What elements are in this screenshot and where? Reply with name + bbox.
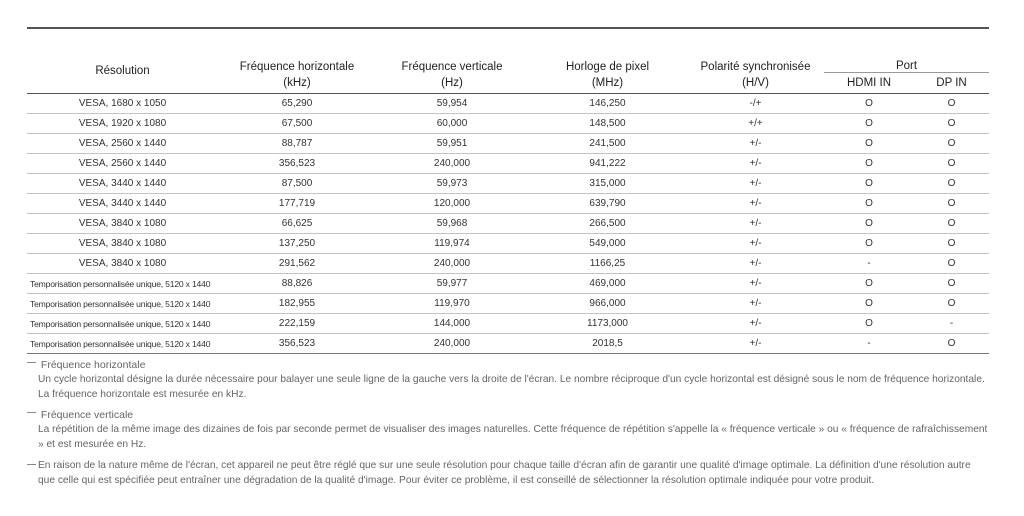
dp-cell: O [914, 274, 989, 294]
pixel-clock-cell: 266,500 [528, 214, 687, 234]
dp-cell: O [914, 174, 989, 194]
resolution-cell: VESA, 3440 x 1440 [27, 174, 218, 194]
pixel-clock-cell: 148,500 [528, 114, 687, 134]
sync-polarity-unit: (H/V) [687, 73, 824, 94]
v-freq-cell: 120,000 [376, 194, 528, 214]
note-body: En raison de la nature même de l'écran, cet appareil ne peut être réglé que sur une seule résolution pour chaque taille d'écran afin de garantir une qualité d'image optimale. La définition d'une résolution autre que celle qui est spécifiée peut entraîner une dégradation de la qualité d'image. Pour éviter ce problème, il est conseillé de sélectionner la résolution optimale indiquée pour votre produit. [38, 460, 971, 486]
resolution-cell: Temporisation personnalisée unique, 5120 x 1440 [27, 294, 218, 314]
table-row [27, 114, 989, 134]
h-freq-cell: 67,500 [218, 114, 376, 134]
polarity-cell: +/- [687, 174, 824, 194]
table-row [27, 174, 989, 194]
note-title: Fréquence horizontale [40, 359, 146, 371]
note-horizontal-frequency [27, 358, 989, 402]
table-row [27, 314, 989, 334]
h-freq-cell: 87,500 [218, 174, 376, 194]
resolution-cell: VESA, 1680 x 1050 [27, 94, 218, 114]
dp-cell: O [914, 254, 989, 274]
resolution-cell: Temporisation personnalisée unique, 5120 x 1440 [27, 334, 218, 354]
table-row [27, 294, 989, 314]
table-row [27, 274, 989, 294]
dp-cell: O [914, 134, 989, 154]
h-freq-header: Fréquence horizontale [239, 60, 355, 73]
polarity-cell: +/- [687, 154, 824, 174]
dp-in-header: DP IN [914, 73, 989, 94]
header-row-1 [27, 48, 989, 73]
h-freq-cell: 88,787 [218, 134, 376, 154]
note-body: Un cycle horizontal désigne la durée nécessaire pour balayer une seule ligne de la gauche vers la droite de l'écran. Le nombre réciproque d'un cycle horizontal est désigné sous le nom de fréquence horizontale. La fréquence horizontale est mesurée en kHz. [38, 374, 985, 400]
hdmi-cell: O [824, 194, 914, 214]
h-freq-cell: 222,159 [218, 314, 376, 334]
polarity-cell: +/- [687, 334, 824, 354]
hdmi-cell: O [824, 294, 914, 314]
dp-cell: O [914, 214, 989, 234]
dp-cell: O [914, 334, 989, 354]
pixel-clock-cell: 315,000 [528, 174, 687, 194]
hdmi-cell: O [824, 134, 914, 154]
table-row [27, 214, 989, 234]
note-dash-icon [27, 412, 36, 413]
v-freq-cell: 119,974 [376, 234, 528, 254]
polarity-cell: +/- [687, 274, 824, 294]
pixel-clock-cell: 549,000 [528, 234, 687, 254]
h-freq-cell: 177,719 [218, 194, 376, 214]
polarity-cell: +/+ [687, 114, 824, 134]
table-row [27, 134, 989, 154]
resolution-cell: Temporisation personnalisée unique, 5120 x 1440 [27, 314, 218, 334]
v-freq-cell: 59,954 [376, 94, 528, 114]
dp-cell: O [914, 234, 989, 254]
v-freq-cell: 59,973 [376, 174, 528, 194]
h-freq-cell: 88,826 [218, 274, 376, 294]
sync-polarity-header: Polarité synchronisée [700, 60, 811, 73]
h-freq-cell: 182,955 [218, 294, 376, 314]
port-header: Port [824, 48, 989, 73]
pixel-clock-header: Horloge de pixel [565, 60, 650, 73]
dp-cell: O [914, 194, 989, 214]
table-row [27, 154, 989, 174]
h-freq-cell: 137,250 [218, 234, 376, 254]
v-freq-cell: 60,000 [376, 114, 528, 134]
resolution-cell: VESA, 2560 x 1440 [27, 154, 218, 174]
v-freq-cell: 59,968 [376, 214, 528, 234]
pixel-clock-unit: (MHz) [528, 73, 687, 94]
dp-cell: - [914, 314, 989, 334]
pixel-clock-cell: 146,250 [528, 94, 687, 114]
pixel-clock-cell: 1166,25 [528, 254, 687, 274]
h-freq-cell: 291,562 [218, 254, 376, 274]
table-row [27, 94, 989, 114]
hdmi-cell: O [824, 274, 914, 294]
v-freq-cell: 240,000 [376, 254, 528, 274]
note-optimal-resolution [27, 458, 989, 488]
table-row [27, 334, 989, 354]
hdmi-cell: - [824, 254, 914, 274]
resolution-cell: VESA, 3440 x 1440 [27, 194, 218, 214]
dp-cell: O [914, 294, 989, 314]
polarity-cell: +/- [687, 214, 824, 234]
resolution-cell: VESA, 2560 x 1440 [27, 134, 218, 154]
dp-cell: O [914, 114, 989, 134]
polarity-cell: +/- [687, 314, 824, 334]
hdmi-cell: O [824, 214, 914, 234]
v-freq-cell: 240,000 [376, 154, 528, 174]
dp-cell: O [914, 154, 989, 174]
polarity-cell: +/- [687, 294, 824, 314]
resolution-cell: VESA, 1920 x 1080 [27, 114, 218, 134]
dp-cell: O [914, 94, 989, 114]
v-freq-unit: (Hz) [376, 73, 528, 94]
polarity-cell: +/- [687, 254, 824, 274]
note-dash-icon [27, 464, 36, 465]
h-freq-cell: 66,625 [218, 214, 376, 234]
v-freq-cell: 144,000 [376, 314, 528, 334]
v-freq-cell: 59,977 [376, 274, 528, 294]
top-rule [27, 27, 989, 29]
hdmi-in-header: HDMI IN [824, 73, 914, 94]
note-title: Fréquence verticale [40, 409, 134, 421]
h-freq-cell: 356,523 [218, 334, 376, 354]
resolution-cell: VESA, 3840 x 1080 [27, 254, 218, 274]
pixel-clock-cell: 2018,5 [528, 334, 687, 354]
timing-table [27, 48, 989, 354]
resolution-cell: Temporisation personnalisée unique, 5120 x 1440 [27, 274, 218, 294]
note-vertical-frequency [27, 408, 989, 452]
hdmi-cell: O [824, 94, 914, 114]
polarity-cell: +/- [687, 194, 824, 214]
v-freq-cell: 240,000 [376, 334, 528, 354]
resolution-header: Résolution [27, 48, 218, 94]
hdmi-cell: O [824, 174, 914, 194]
note-body: La répétition de la même image des dizaines de fois par seconde permet de visualiser des images naturelles. Cette fréquence de répétition s'appelle la « fréquence verticale » ou « fréquence de rafraîchissement » et est mesurée en Hz. [38, 424, 988, 450]
v-freq-header: Fréquence verticale [401, 60, 503, 73]
pixel-clock-cell: 1173,000 [528, 314, 687, 334]
hdmi-cell: O [824, 314, 914, 334]
table-row [27, 194, 989, 214]
h-freq-unit: (kHz) [218, 73, 376, 94]
resolution-cell: VESA, 3840 x 1080 [27, 214, 218, 234]
hdmi-cell: - [824, 334, 914, 354]
note-dash-icon [27, 362, 36, 363]
pixel-clock-cell: 966,000 [528, 294, 687, 314]
pixel-clock-cell: 639,790 [528, 194, 687, 214]
table-row [27, 254, 989, 274]
pixel-clock-cell: 941,222 [528, 154, 687, 174]
pixel-clock-cell: 241,500 [528, 134, 687, 154]
hdmi-cell: O [824, 114, 914, 134]
hdmi-cell: O [824, 154, 914, 174]
polarity-cell: +/- [687, 234, 824, 254]
polarity-cell: -/+ [687, 94, 824, 114]
resolution-cell: VESA, 3840 x 1080 [27, 234, 218, 254]
table-row [27, 234, 989, 254]
polarity-cell: +/- [687, 134, 824, 154]
v-freq-cell: 59,951 [376, 134, 528, 154]
v-freq-cell: 119,970 [376, 294, 528, 314]
notes-section [27, 358, 989, 494]
h-freq-cell: 65,290 [218, 94, 376, 114]
h-freq-cell: 356,523 [218, 154, 376, 174]
hdmi-cell: O [824, 234, 914, 254]
pixel-clock-cell: 469,000 [528, 274, 687, 294]
